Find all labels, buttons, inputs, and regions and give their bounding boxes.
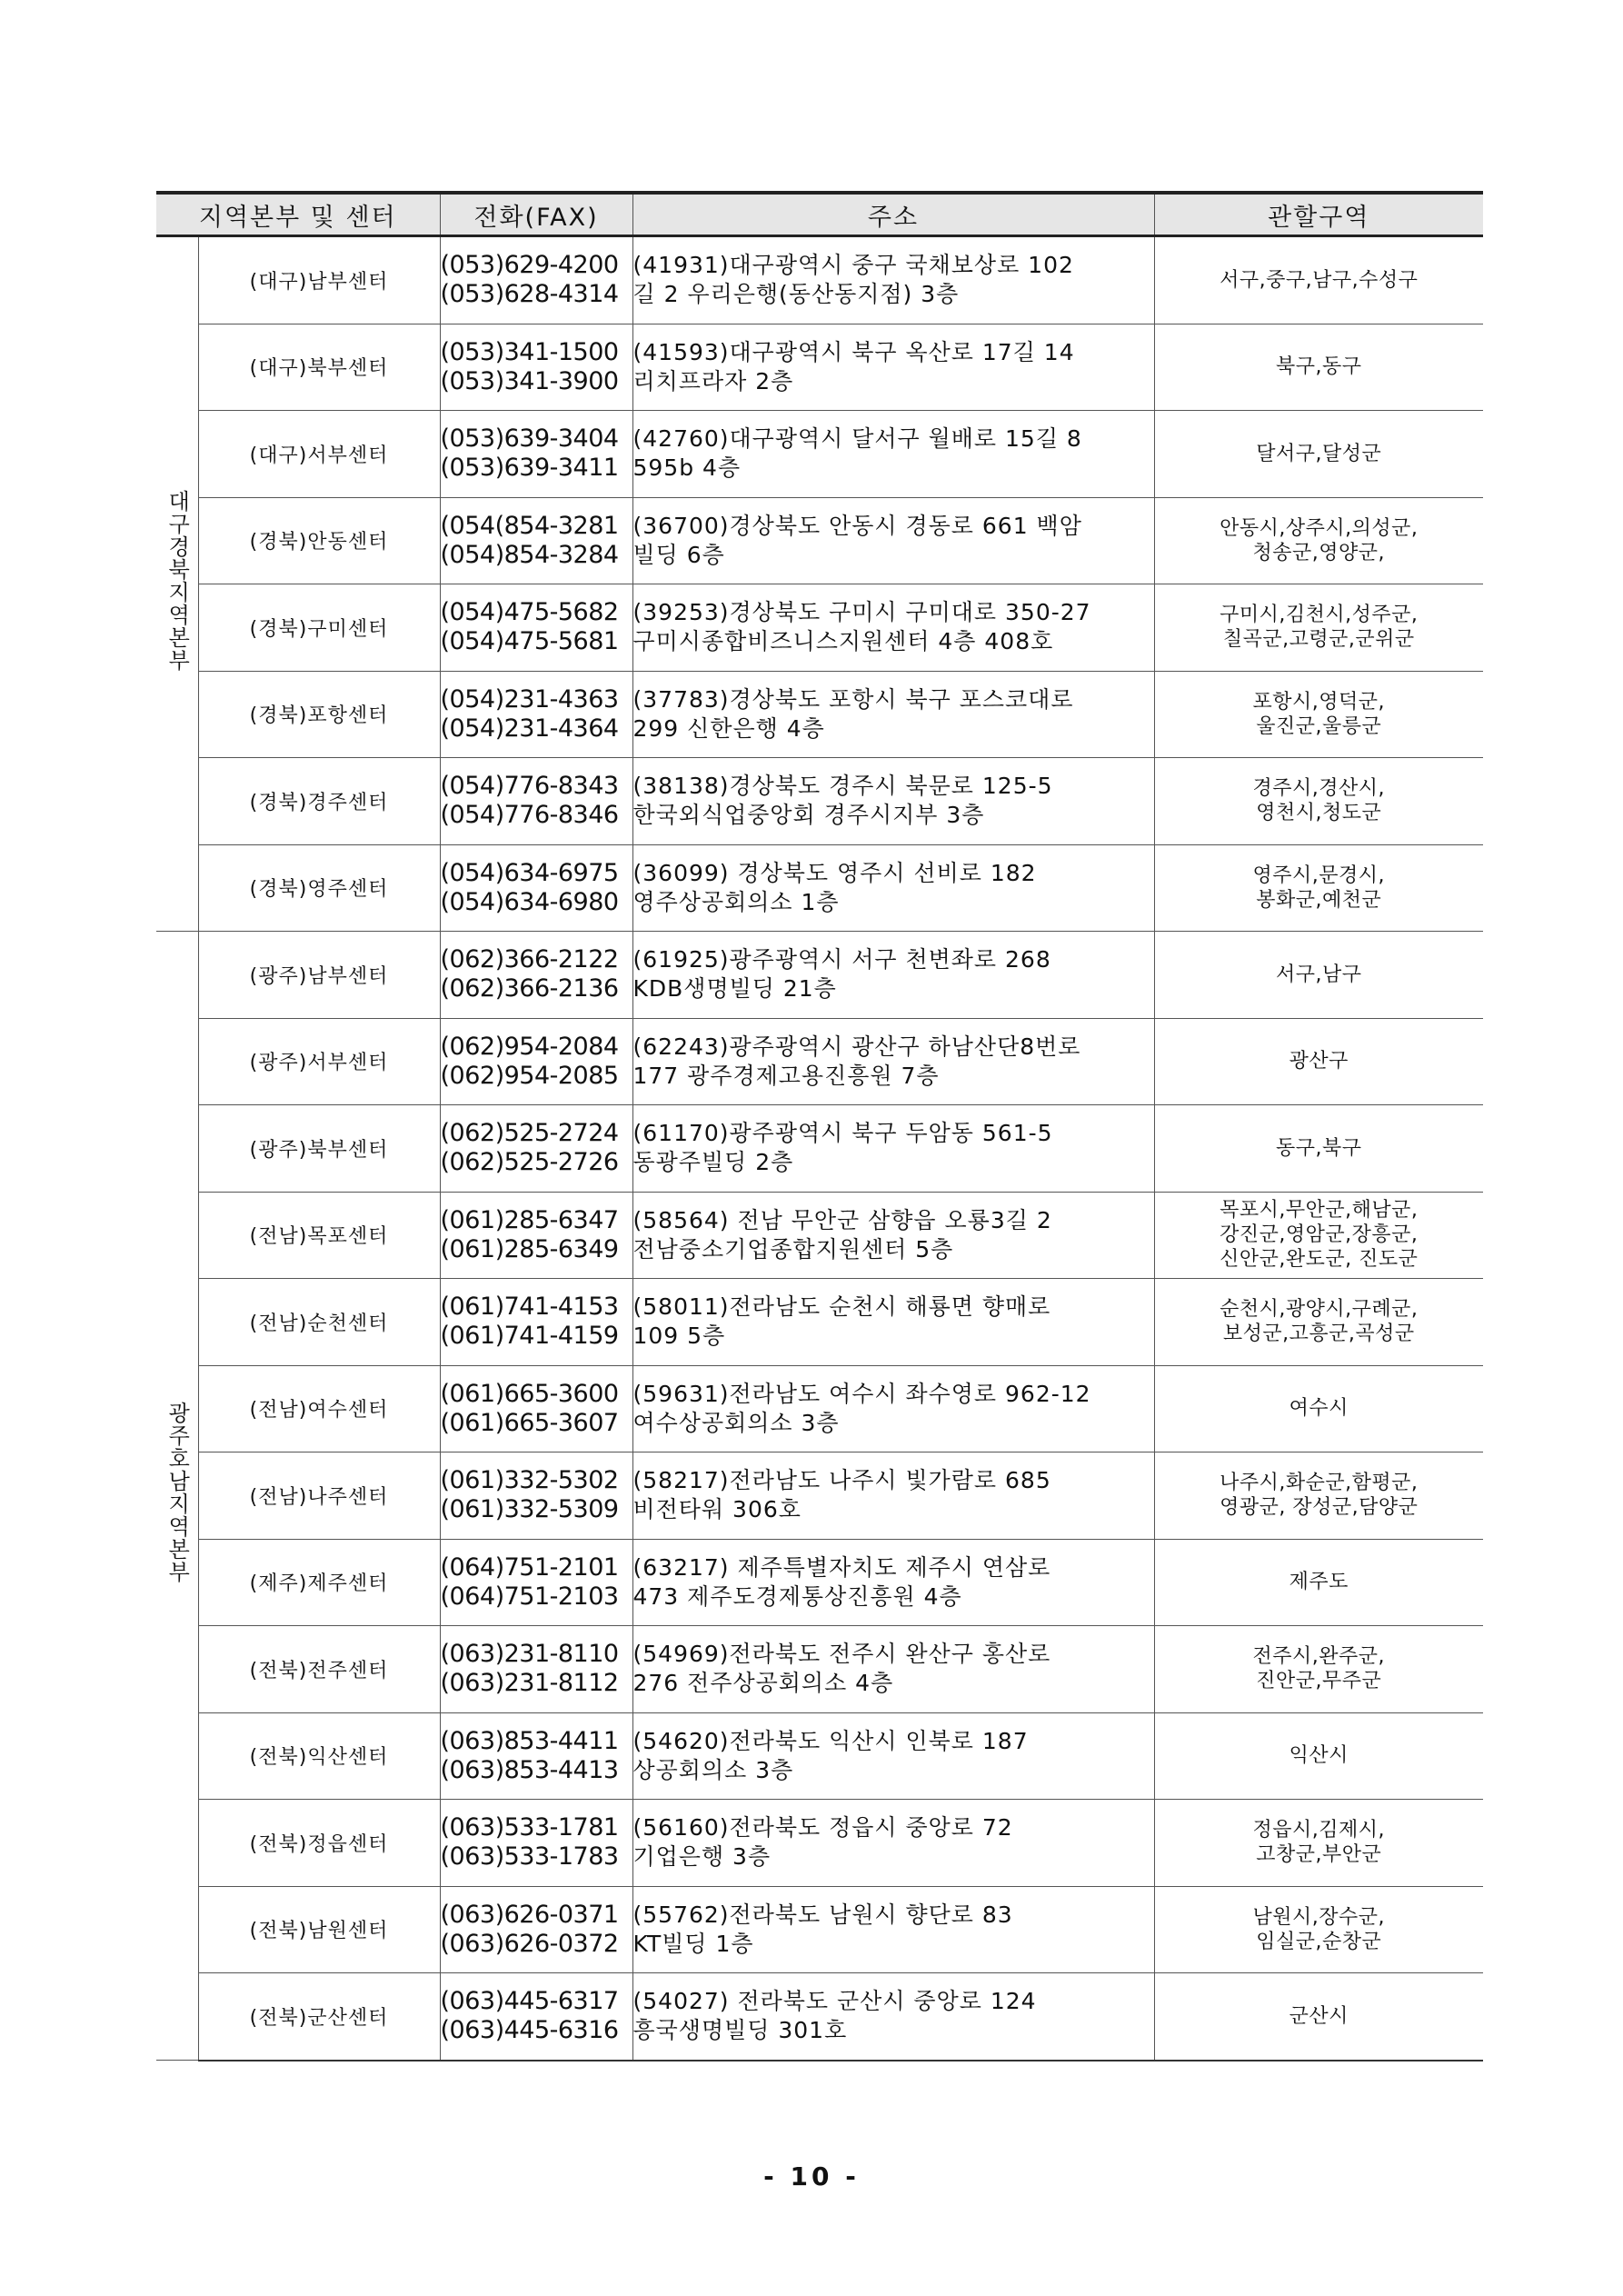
table-row (156, 1279, 1483, 1366)
center-name: (광주)남부센터 (198, 932, 440, 1019)
address-line-2: 기업은행 3층 (632, 1843, 772, 1871)
address-cell (632, 1800, 1154, 1887)
jurisdiction-line-2: 봉화군,예천군 (1256, 888, 1382, 912)
fax-number: (054)475-5681 (440, 627, 619, 656)
center-name: (대구)남부센터 (198, 236, 440, 324)
phone-cell (440, 1279, 632, 1366)
tel-number: (062)954-2084 (440, 1032, 619, 1061)
center-name: (전북)익산센터 (198, 1712, 440, 1800)
center-name: (대구)북부센터 (198, 324, 440, 411)
table-row (156, 1018, 1483, 1105)
jurisdiction-line-1: 경주시,경산시, (1252, 777, 1385, 801)
table-row (156, 1539, 1483, 1626)
jurisdiction-line-1: 북구,동구 (1275, 355, 1362, 379)
table-row (156, 1973, 1483, 2061)
jurisdiction-line-1: 제주도 (1289, 1571, 1349, 1594)
fax-number: (064)751-2103 (440, 1582, 619, 1611)
jurisdiction-line-2: 영광군, 장성군,담양군 (1220, 1496, 1419, 1520)
phone-cell (440, 1886, 632, 1973)
fax-number: (063)445-6316 (440, 2016, 619, 2045)
address-cell (632, 671, 1154, 758)
table-row (156, 671, 1483, 758)
table-row (156, 1800, 1483, 1887)
jurisdiction-line-1: 나주시,화순군,함평군, (1220, 1472, 1419, 1495)
phone-cell (440, 236, 632, 324)
address-line-2: 길 2 우리은행(동산동지점) 3층 (632, 281, 960, 308)
jurisdiction-line-1: 여수시 (1289, 1397, 1349, 1421)
address-cell (632, 1712, 1154, 1800)
address-line-2: 595b 4층 (632, 454, 742, 482)
address-line-2: 구미시종합비즈니스지원센터 4층 408호 (632, 628, 1054, 655)
address-cell (632, 324, 1154, 411)
address-line-1: (61925)광주광역시 서구 천변좌로 268 (632, 946, 1051, 973)
jurisdiction-cell (1154, 1365, 1483, 1452)
phone-cell (440, 932, 632, 1019)
tel-number: (063)626-0371 (440, 1900, 619, 1929)
table-row (156, 844, 1483, 932)
address-line-1: (58217)전라남도 나주시 빛가람로 685 (632, 1467, 1051, 1494)
fax-number: (062)525-2726 (440, 1148, 619, 1177)
center-name: (경북)영주센터 (198, 844, 440, 932)
address-line-1: (61170)광주광역시 북구 두암동 561-5 (632, 1120, 1053, 1147)
phone-cell (440, 411, 632, 498)
center-name: (전북)남원센터 (198, 1886, 440, 1973)
address-cell (632, 1018, 1154, 1105)
jurisdiction-line-1: 영주시,문경시, (1252, 863, 1385, 887)
fax-number: (063)231-8112 (440, 1669, 619, 1698)
jurisdiction-cell (1154, 1539, 1483, 1626)
jurisdiction-cell (1154, 1105, 1483, 1193)
tel-number: (063)445-6317 (440, 1987, 619, 2016)
phone-cell (440, 1365, 632, 1452)
jurisdiction-line-1: 순천시,광양시,구례군, (1220, 1298, 1419, 1322)
address-cell (632, 1539, 1154, 1626)
jurisdiction-line-1: 남원시,장수군, (1252, 1905, 1385, 1929)
phone-cell (440, 1105, 632, 1193)
jurisdiction-line-1: 익산시 (1289, 1744, 1349, 1768)
tel-number: (053)639-3404 (440, 424, 619, 454)
jurisdiction-line-2: 칠곡군,고령군,군위군 (1222, 628, 1415, 652)
address-line-2: 흥국생명빌딩 301호 (632, 2017, 848, 2044)
jurisdiction-cell (1154, 671, 1483, 758)
address-line-2: 276 전주상공회의소 4층 (632, 1670, 894, 1697)
address-line-2: 한국외식업중앙회 경주시지부 3층 (632, 802, 985, 829)
address-line-1: (36099) 경상북도 영주시 선비로 182 (632, 859, 1037, 886)
table-row (156, 932, 1483, 1019)
table-row (156, 1886, 1483, 1973)
address-line-2: KT빌딩 1층 (632, 1930, 754, 1957)
jurisdiction-cell (1154, 1192, 1483, 1279)
jurisdiction-line-1: 목포시,무안군,해남군, (1220, 1199, 1419, 1223)
jurisdiction-cell (1154, 844, 1483, 932)
region-cell (156, 236, 198, 932)
center-name: (전남)나주센터 (198, 1452, 440, 1540)
center-name: (전남)여수센터 (198, 1365, 440, 1452)
table-row (156, 1105, 1483, 1193)
phone-cell (440, 1973, 632, 2061)
page-number: - 10 - (763, 2161, 860, 2191)
fax-number: (062)366-2136 (440, 974, 619, 1003)
address-cell (632, 1886, 1154, 1973)
address-cell (632, 1192, 1154, 1279)
center-name: (제주)제주센터 (198, 1539, 440, 1626)
region-name: 광주호남지역본부 (164, 1402, 190, 1583)
center-name: (전남)목포센터 (198, 1192, 440, 1279)
phone-cell (440, 1192, 632, 1279)
address-line-1: (58011)전라남도 순천시 해룡면 향매로 (632, 1293, 1051, 1321)
address-line-1: (59631)전라남도 여수시 좌수영로 962-12 (632, 1380, 1091, 1407)
address-line-2: 473 제주도경제통상진흥원 4층 (632, 1582, 962, 1610)
fax-number: (053)639-3411 (440, 454, 619, 483)
table-row (156, 1452, 1483, 1540)
jurisdiction-line-2: 진안군,무주군 (1256, 1670, 1382, 1693)
jurisdiction-cell (1154, 1973, 1483, 2061)
phone-cell (440, 497, 632, 584)
center-name: (광주)북부센터 (198, 1105, 440, 1193)
tel-number: (063)231-8110 (440, 1640, 619, 1669)
fax-number: (061)741-4159 (440, 1322, 619, 1351)
region-name: 대구경북지역본부 (164, 490, 190, 672)
address-line-1: (54620)전라북도 익산시 인북로 187 (632, 1727, 1029, 1754)
jurisdiction-line-1: 광산구 (1289, 1050, 1349, 1073)
center-name: (전북)전주센터 (198, 1626, 440, 1713)
address-line-1: (37783)경상북도 포항시 북구 포스코대로 (632, 685, 1074, 713)
jurisdiction-cell (1154, 932, 1483, 1019)
table-row (156, 324, 1483, 411)
address-line-2: 동광주빌딩 2층 (632, 1149, 794, 1176)
address-line-1: (54969)전라북도 전주시 완산구 홍산로 (632, 1641, 1051, 1668)
table-row (156, 1712, 1483, 1800)
address-cell (632, 1973, 1154, 2061)
jurisdiction-line-1: 정읍시,김제시, (1252, 1819, 1385, 1842)
jurisdiction-cell (1154, 1886, 1483, 1973)
jurisdiction-line-2: 울진군,울릉군 (1256, 714, 1382, 738)
address-line-2: 여수상공회의소 3층 (632, 1409, 840, 1436)
fax-number: (061)285-6349 (440, 1234, 619, 1263)
address-line-1: (41593)대구광역시 북구 옥산로 17길 14 (632, 338, 1075, 365)
address-line-1: (41931)대구광역시 중구 국채보상로 102 (632, 252, 1074, 279)
jurisdiction-cell (1154, 1279, 1483, 1366)
tel-number: (053)341-1500 (440, 337, 619, 366)
address-cell (632, 1452, 1154, 1540)
address-line-2: KDB생명빌딩 21층 (632, 975, 837, 1003)
jurisdiction-line-2: 임실군,순창군 (1256, 1930, 1382, 1953)
jurisdiction-line-1: 포항시,영덕군, (1252, 690, 1385, 714)
jurisdiction-line-1: 달서구,달성군 (1256, 442, 1382, 465)
tel-number: (063)853-4411 (440, 1726, 619, 1755)
tel-number: (063)533-1781 (440, 1813, 619, 1842)
address-cell (632, 758, 1154, 845)
address-line-1: (36700)경상북도 안동시 경동로 661 백암 (632, 512, 1082, 539)
address-line-2: 상공회의소 3층 (632, 1756, 794, 1783)
phone-cell (440, 1452, 632, 1540)
table-row (156, 758, 1483, 845)
address-line-2: 빌딩 6층 (632, 541, 725, 568)
address-line-1: (54027) 전라북도 군산시 중앙로 124 (632, 1988, 1037, 2015)
phone-cell (440, 758, 632, 845)
jurisdiction-cell (1154, 584, 1483, 672)
jurisdiction-cell (1154, 1452, 1483, 1540)
header-region-center: 지역본부 및 센터 (156, 193, 440, 236)
address-line-1: (62243)광주광역시 광산구 하남산단8번로 (632, 1033, 1081, 1060)
jurisdiction-line-1: 구미시,김천시,성주군, (1220, 604, 1419, 627)
jurisdiction-line-3: 신안군,완도군, 진도군 (1220, 1248, 1419, 1272)
address-line-2: 영주상공회의소 1층 (632, 888, 840, 915)
center-name: (경북)포항센터 (198, 671, 440, 758)
tel-number: (054)776-8343 (440, 772, 619, 801)
address-line-1: (38138)경상북도 경주시 북문로 125-5 (632, 773, 1053, 800)
center-name: (광주)서부센터 (198, 1018, 440, 1105)
tel-number: (062)366-2122 (440, 945, 619, 974)
fax-number: (063)533-1783 (440, 1842, 619, 1872)
header-phone: 전화(FAX) (440, 193, 632, 236)
tel-number: (054)475-5682 (440, 598, 619, 627)
phone-cell (440, 1800, 632, 1887)
tel-number: (061)665-3600 (440, 1379, 619, 1408)
address-cell (632, 411, 1154, 498)
jurisdiction-line-1: 군산시 (1289, 2004, 1349, 2028)
center-name: (전남)순천센터 (198, 1279, 440, 1366)
address-line-1: (42760)대구광역시 달서구 월배로 15길 8 (632, 425, 1082, 453)
jurisdiction-cell (1154, 758, 1483, 845)
fax-number: (062)954-2085 (440, 1061, 619, 1090)
address-cell (632, 1279, 1154, 1366)
address-line-1: (39253)경상북도 구미시 구미대로 350-27 (632, 599, 1091, 626)
fax-number: (054)231-4364 (440, 714, 619, 743)
address-line-2: 109 5층 (632, 1323, 726, 1350)
table-row (156, 1192, 1483, 1279)
tel-number: (053)629-4200 (440, 251, 619, 280)
jurisdiction-line-2: 보성군,고흥군,곡성군 (1222, 1323, 1415, 1346)
jurisdiction-line-2: 강진군,영암군,장흥군, (1220, 1223, 1419, 1247)
phone-cell (440, 584, 632, 672)
table-row (156, 1626, 1483, 1713)
jurisdiction-line-1: 전주시,완주군, (1252, 1645, 1385, 1669)
table-row (156, 411, 1483, 498)
tel-number: (061)285-6347 (440, 1205, 619, 1234)
address-cell (632, 497, 1154, 584)
tel-number: (061)332-5302 (440, 1466, 619, 1495)
center-name: (경북)구미센터 (198, 584, 440, 672)
center-name: (대구)서부센터 (198, 411, 440, 498)
table-row (156, 236, 1483, 324)
header-jurisdiction: 관할구역 (1154, 193, 1483, 236)
address-cell (632, 1105, 1154, 1193)
center-name: (전북)군산센터 (198, 1973, 440, 2061)
center-name: (경북)안동센터 (198, 497, 440, 584)
center-directory-table (156, 191, 1483, 2061)
fax-number: (053)341-3900 (440, 366, 619, 395)
fax-number: (053)628-4314 (440, 280, 619, 309)
address-line-1: (58564) 전남 무안군 삼향읍 오룡3길 2 (632, 1206, 1052, 1233)
address-line-1: (63217) 제주특별자치도 제주시 연삼로 (632, 1553, 1051, 1581)
address-cell (632, 844, 1154, 932)
address-line-1: (56160)전라북도 정읍시 중앙로 72 (632, 1814, 1013, 1842)
fax-number: (063)626-0372 (440, 1929, 619, 1958)
center-name: (전북)정읍센터 (198, 1800, 440, 1887)
jurisdiction-cell (1154, 236, 1483, 324)
address-line-2: 리치프라자 2층 (632, 367, 794, 394)
address-cell (632, 932, 1154, 1019)
fax-number: (054)776-8346 (440, 801, 619, 830)
address-line-2: 전남중소기업종합지원센터 5층 (632, 1235, 954, 1263)
tel-number: (061)741-4153 (440, 1293, 619, 1322)
jurisdiction-line-2: 영천시,청도군 (1256, 802, 1382, 825)
jurisdiction-line-1: 동구,북구 (1275, 1136, 1362, 1160)
address-cell (632, 1626, 1154, 1713)
phone-cell (440, 324, 632, 411)
tel-number: (064)751-2101 (440, 1552, 619, 1582)
phone-cell (440, 844, 632, 932)
jurisdiction-cell (1154, 497, 1483, 584)
fax-number: (061)665-3607 (440, 1408, 619, 1437)
phone-cell (440, 1712, 632, 1800)
tel-number: (054(854-3281 (440, 511, 619, 540)
table-header-row (156, 193, 1483, 236)
jurisdiction-line-2: 청송군,영양군, (1252, 541, 1385, 564)
table-row (156, 497, 1483, 584)
phone-cell (440, 1539, 632, 1626)
phone-cell (440, 1018, 632, 1105)
address-cell (632, 236, 1154, 324)
header-address: 주소 (632, 193, 1154, 236)
fax-number: (054)854-3284 (440, 540, 619, 569)
fax-number: (063)853-4413 (440, 1755, 619, 1784)
jurisdiction-cell (1154, 1626, 1483, 1713)
phone-cell (440, 671, 632, 758)
address-line-1: (55762)전라북도 남원시 향단로 83 (632, 1901, 1013, 1928)
jurisdiction-cell (1154, 1018, 1483, 1105)
address-cell (632, 584, 1154, 672)
table-row (156, 1365, 1483, 1452)
address-line-2: 비전타워 306호 (632, 1496, 802, 1523)
table-row (156, 584, 1483, 672)
region-cell (156, 932, 198, 2061)
address-line-2: 177 광주경제고용진흥원 7층 (632, 1062, 940, 1089)
phone-cell (440, 1626, 632, 1713)
tel-number: (054)231-4363 (440, 684, 619, 714)
tel-number: (062)525-2724 (440, 1119, 619, 1148)
jurisdiction-line-1: 서구,남구 (1275, 963, 1362, 986)
fax-number: (054)634-6980 (440, 887, 619, 916)
jurisdiction-cell (1154, 324, 1483, 411)
fax-number: (061)332-5309 (440, 1495, 619, 1524)
jurisdiction-cell (1154, 411, 1483, 498)
address-line-2: 299 신한은행 4층 (632, 714, 825, 742)
tel-number: (054)634-6975 (440, 858, 619, 887)
address-cell (632, 1365, 1154, 1452)
jurisdiction-line-2: 고창군,부안군 (1256, 1843, 1382, 1867)
jurisdiction-line-1: 안동시,상주시,의성군, (1220, 516, 1419, 540)
jurisdiction-cell (1154, 1800, 1483, 1887)
center-name: (경북)경주센터 (198, 758, 440, 845)
jurisdiction-line-1: 서구,중구,남구,수성구 (1220, 268, 1419, 292)
jurisdiction-cell (1154, 1712, 1483, 1800)
